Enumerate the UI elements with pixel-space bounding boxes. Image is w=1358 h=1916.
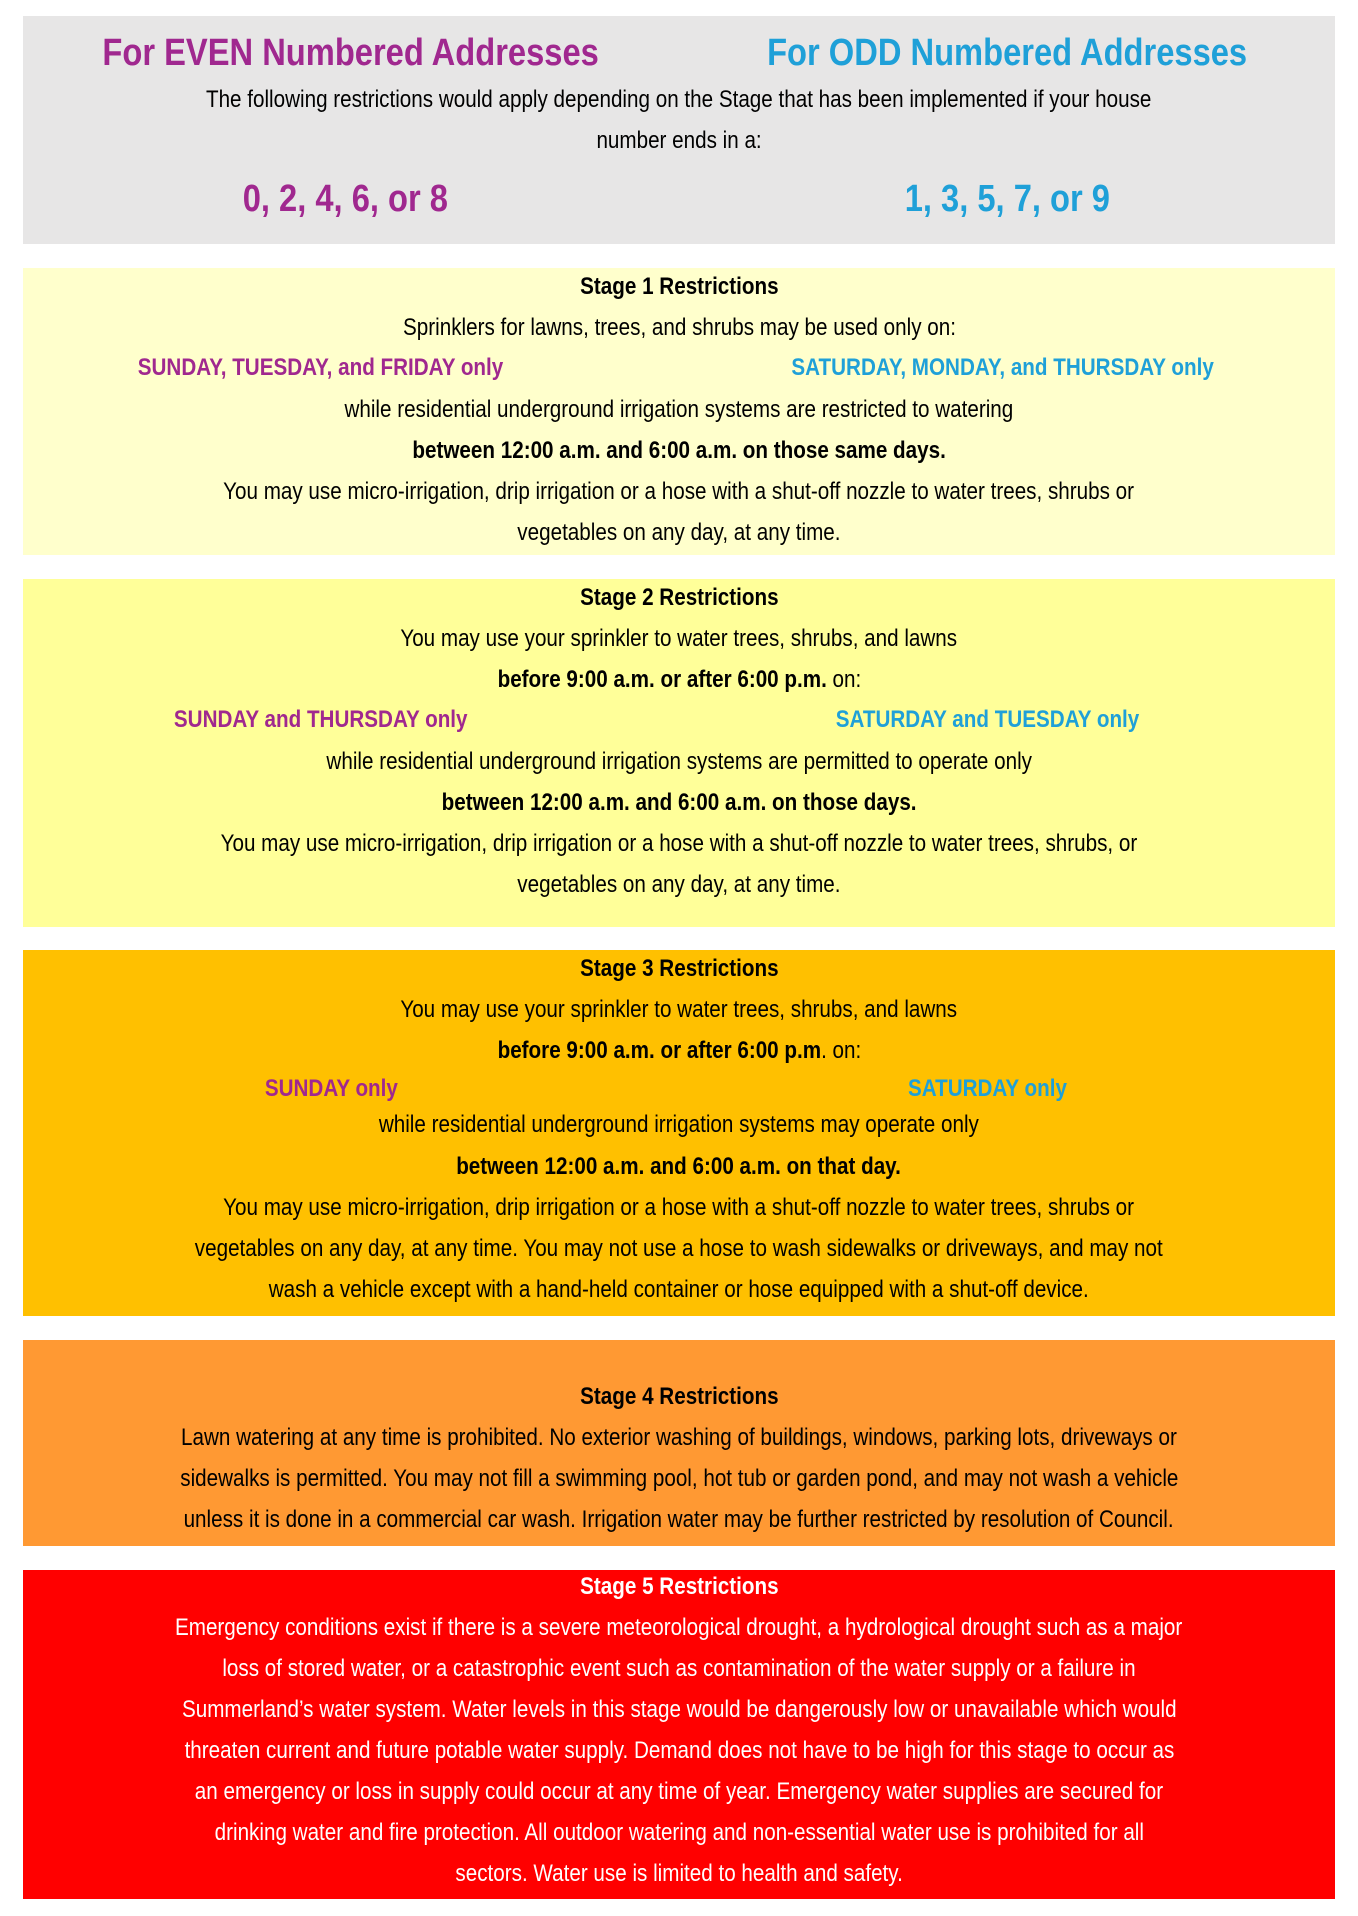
stage-4-restrictions bbox=[23, 1340, 1335, 1546]
odd-title: For ODD Numbered Addresses bbox=[766, 32, 1248, 74]
stage-3-line: You may use micro-irrigation, drip irrigation or a hose with a shut-off nozzle to water trees, shrubs or bbox=[223, 1194, 1135, 1221]
stage-3-line: vegetables on any day, at any time. You may not use a hose to wash sidewalks or driveways, and may not bbox=[195, 1235, 1163, 1262]
odd-digits: 1, 3, 5, 7, or 9 bbox=[904, 178, 1110, 220]
stage-1-line: vegetables on any day, at any time. bbox=[517, 519, 841, 546]
intro-line-1: The following restrictions would apply depending on the Stage that has been implemented if your house bbox=[206, 86, 1152, 113]
stage-2-line: between 12:00 a.m. and 6:00 a.m. on those days. bbox=[441, 789, 917, 816]
stage-5-line: an emergency or loss in supply could occur at any time of year. Emergency water supplies are secured for bbox=[194, 1778, 1164, 1805]
stage-5-line: loss of stored water, or a catastrophic event such as contamination of the water supply or a failure in bbox=[222, 1655, 1136, 1682]
address-header bbox=[23, 16, 1335, 244]
stage-4-line: unless it is done in a commercial car wash. Irrigation water may be further restricted by resolution of Council. bbox=[184, 1506, 1174, 1533]
stage-5-line: Emergency conditions exist if there is a severe meteorological drought, a hydrological drought such as a major bbox=[175, 1614, 1183, 1641]
stage-3-odd-days: SATURDAY only bbox=[907, 1075, 1067, 1102]
stage-1-title: Stage 1 Restrictions bbox=[579, 273, 779, 300]
stage-3-time-window: before 9:00 a.m. or after 6:00 p.m. on: bbox=[497, 1037, 861, 1064]
stage-2-restrictions bbox=[23, 579, 1335, 927]
stage-5-title: Stage 5 Restrictions bbox=[579, 1573, 779, 1600]
stage-1-line: between 12:00 a.m. and 6:00 a.m. on those same days. bbox=[412, 437, 946, 464]
stage-5-line: sectors. Water use is limited to health and safety. bbox=[455, 1860, 903, 1887]
stage-1-line: You may use micro-irrigation, drip irrigation or a hose with a shut-off nozzle to water trees, shrubs or bbox=[223, 478, 1135, 505]
stage-1-even-days: SUNDAY, TUESDAY, and FRIDAY only bbox=[138, 354, 504, 381]
even-digits: 0, 2, 4, 6, or 8 bbox=[242, 178, 448, 220]
stage-3-line: between 12:00 a.m. and 6:00 a.m. on that day. bbox=[456, 1153, 902, 1180]
stage-3-line: You may use your sprinkler to water trees, shrubs, and lawns bbox=[400, 996, 958, 1023]
stage-1-odd-days: SATURDAY, MONDAY, and THURSDAY only bbox=[791, 354, 1215, 381]
stage-4-line: sidewalks is permitted. You may not fill a swimming pool, hot tub or garden pond, and may not wash a vehicle bbox=[179, 1465, 1179, 1492]
stage-5-line: drinking water and fire protection. All outdoor watering and non-essential water use is prohibited for all bbox=[214, 1819, 1144, 1846]
stage-3-title: Stage 3 Restrictions bbox=[579, 955, 779, 982]
stage-5-line: threaten current and future potable water supply. Demand does not have to be high for this stage to occur as bbox=[184, 1737, 1174, 1764]
stage-4-line: Lawn watering at any time is prohibited. No exterior washing of buildings, windows, parking lots, driveways or bbox=[181, 1424, 1177, 1451]
stage-2-line: while residential underground irrigation systems are permitted to operate only bbox=[326, 748, 1032, 775]
stage-1-restrictions bbox=[23, 268, 1335, 555]
stage-5-restrictions bbox=[23, 1570, 1335, 1899]
stage-2-even-days: SUNDAY and THURSDAY only bbox=[174, 706, 468, 733]
stage-2-line: You may use micro-irrigation, drip irrigation or a hose with a shut-off nozzle to water trees, shrubs, or bbox=[220, 830, 1138, 857]
stage-3-even-days: SUNDAY only bbox=[264, 1075, 398, 1102]
stage-2-odd-days: SATURDAY and TUESDAY only bbox=[835, 706, 1139, 733]
stage-2-line: You may use your sprinkler to water trees, shrubs, and lawns bbox=[400, 625, 958, 652]
stage-1-line: Sprinklers for lawns, trees, and shrubs may be used only on: bbox=[402, 314, 956, 341]
stage-2-title: Stage 2 Restrictions bbox=[579, 584, 779, 611]
stage-4-title: Stage 4 Restrictions bbox=[579, 1383, 779, 1410]
even-title: For EVEN Numbered Addresses bbox=[102, 32, 600, 74]
stage-1-line: while residential underground irrigation systems are restricted to watering bbox=[344, 396, 1014, 423]
stage-5-line: Summerland’s water system. Water levels in this stage would be dangerously low or unavailable which would bbox=[181, 1696, 1177, 1723]
stage-3-restrictions bbox=[23, 950, 1335, 1316]
stage-3-line: while residential underground irrigation systems may operate only bbox=[378, 1111, 980, 1138]
stage-2-line: vegetables on any day, at any time. bbox=[517, 871, 841, 898]
stage-2-time-window: before 9:00 a.m. or after 6:00 p.m. on: bbox=[497, 666, 861, 693]
intro-line-2: number ends in a: bbox=[596, 127, 762, 154]
stage-3-line: wash a vehicle except with a hand-held container or hose equipped with a shut-off device. bbox=[268, 1276, 1089, 1303]
